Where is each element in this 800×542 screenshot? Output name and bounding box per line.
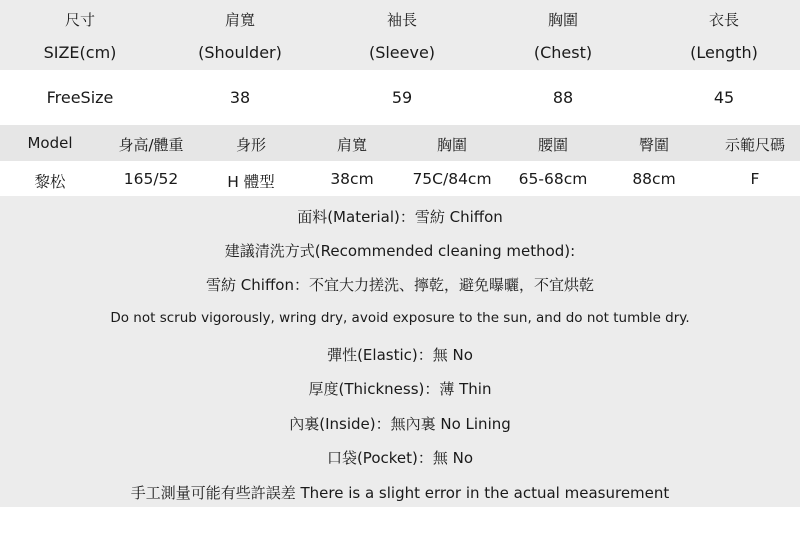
waist-header: 腰圍 [537, 136, 569, 154]
model-waist: 65-68cm [518, 170, 588, 188]
body-shape-header: 身形 [235, 136, 267, 154]
chest-value: 88 [552, 88, 574, 107]
cleaning-method-title: 建議清洗方式(Recommended cleaning method): [224, 242, 576, 260]
size-value: FreeSize [46, 88, 114, 107]
length-value: 45 [713, 88, 735, 107]
size-header-zh: 尺寸 [64, 11, 96, 29]
model-size-header: 示範尺碼 [724, 136, 786, 154]
model-size: F [750, 170, 760, 188]
material-note: 面料(Material)：雪紡 Chiffon [297, 208, 503, 226]
model-bust: 75C/84cm [412, 170, 492, 188]
model-table-row [0, 161, 800, 196]
model-hip: 88cm [632, 170, 676, 188]
thickness-note: 厚度(Thickness)：薄 Thin [308, 380, 492, 398]
size-table-row [0, 70, 800, 125]
model-shoulder: 38cm [330, 170, 374, 188]
cleaning-instructions-zh: 雪紡 Chiffon：不宜大力搓洗、擰乾，避免曝曬，不宜烘乾 [206, 276, 594, 294]
length-header-zh: 衣長 [708, 11, 740, 29]
chest-header-en: (Chest) [533, 43, 593, 62]
lining-note: 內裏(Inside)：無內裏 No Lining [289, 415, 511, 433]
model-height-weight: 165/52 [123, 170, 179, 188]
shoulder-header: 肩寬 [336, 136, 368, 154]
pocket-note: 口袋(Pocket)：無 No [326, 449, 474, 467]
sleeve-value: 59 [391, 88, 413, 107]
model-table-header [0, 125, 800, 161]
shoulder-header-zh: 肩寬 [224, 11, 256, 29]
model-name: 黎松 [34, 173, 66, 191]
size-header-en: SIZE(cm) [43, 43, 117, 62]
chest-header-zh: 胸圍 [547, 11, 579, 29]
shoulder-header-en: (Shoulder) [198, 43, 282, 62]
hip-header: 臀圍 [638, 136, 670, 154]
height-weight-header: 身高/體重 [118, 136, 184, 154]
sleeve-header-zh: 袖長 [386, 11, 418, 29]
elastic-note: 彈性(Elastic)：無 No [327, 346, 473, 364]
length-header-en: (Length) [690, 43, 758, 62]
product-notes [0, 196, 800, 507]
sleeve-header-en: (Sleeve) [368, 43, 436, 62]
cleaning-instructions-en: Do not scrub vigorously, wring dry, avoid exposure to the sun, and do not tumble dry. [110, 310, 690, 326]
shoulder-value: 38 [229, 88, 251, 107]
model-header: Model [27, 134, 73, 152]
model-body-shape: H 體型 [227, 173, 275, 191]
size-table-header [0, 0, 800, 70]
measurement-disclaimer: 手工測量可能有些許誤差 There is a slight error in the actual measurement [130, 484, 670, 502]
bust-header: 胸圍 [436, 136, 468, 154]
